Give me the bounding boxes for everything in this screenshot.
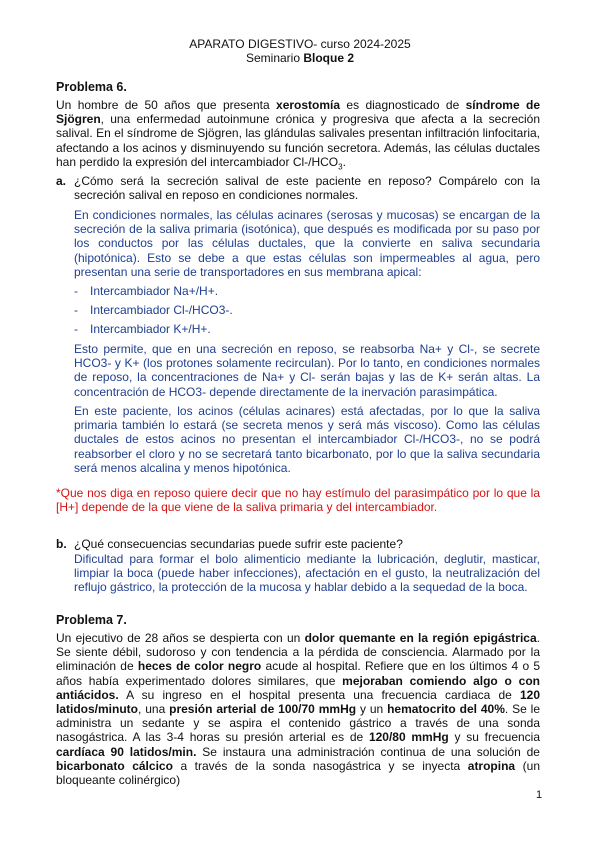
seminar-label: Seminario <box>245 51 304 65</box>
problem-6-intro: Un hombre de 50 años que presenta xerostomía es diagnosticado de síndrome de Sjögren, una enfermedad autoinmune crónica y progresiva que afecta a la secreción salival. En el síndrome de Sjögren, las glándulas salivales presentan infiltración linfocitaria, afectando a los acinos y disminuyendo su función secretora. Además, las células ductales han perdido la expresión del intercambiador $Cl-/HCO_3$. <box>56 98 540 172</box>
answer-a-paragraph-1: En condiciones normales, las células acinares (serosas y mucosas) se encargan de la secreción de la saliva primaria (isotónica), que después es modificada por su paso por los conductos por las células ductales, que la convierte en saliva secundaria (hipotónica). Esto se debe a que estas células son impermeables al agua, pero presentan una serie de transportadores en sus membrana apical: <box>74 208 540 279</box>
seminar-header <box>0 51 600 65</box>
question-a-text: ¿Cómo será la secreción salival de este paciente en reposo? Compárelo con la secreción salival en reposo en condiciones normales. <box>74 174 540 203</box>
question-b-text: ¿Qué consecuencias secundarias puede sufrir este paciente? <box>74 537 403 551</box>
answer-a-paragraph-3: En este paciente, los acinos (células acinares) está afectadas, por lo que la saliva primaria también lo estará (se secreta menos y será más viscoso). Como las células ductales de estos acinos no presentan el intercambiador Cl-/HCO3-, no se podrá reabsorber el cloro y no se secretará tanto bicarbonato, por lo que la saliva secundaria será menos alcalina y menos hipotónica. <box>74 404 540 475</box>
list-item: - Intercambiador K+/H+. <box>74 322 211 336</box>
list-item: - Intercambiador Na+/H+. <box>74 284 219 298</box>
question-a-marker: a. <box>56 174 67 188</box>
question-b-marker: b. <box>56 537 67 551</box>
problem-7-title: Problema 7. <box>56 613 127 627</box>
list-item: - Intercambiador Cl-/HCO3-. <box>74 303 233 317</box>
course-header <box>0 37 600 51</box>
problem-7-statement: Un ejecutivo de 28 años se despierta con un dolor quemante en la región epigástrica. Se siente débil, sudoroso y con tendencia a la pérdida de consciencia. Alarmado por la eliminación de heces de color negro acude al hospital. Refiere que en los últimos 4 o 5 años había experimentado dolores similares, que mejoraban comiendo algo o con antiácidos. A su ingreso en el hospital presenta una frecuencia cardiaca de 120 latidos/minuto, una presión arterial de 100/70 mmHg y un hematocrito del 40%. Se le administra un sedante y se aspira el contenido gástrico a través de una sonda nasogástrica. A las 3-4 horas su presión arterial es de 120/80 mmHg y su frecuencia cardíaca 90 latidos/min. Se instaura una administración continua de una solución de bicarbonato cálcico a través de la sonda nasogástrica y se inyecta atropina (un bloqueante colinérgico) <box>56 631 541 788</box>
problem-6-title: Problema 6. <box>56 80 127 94</box>
clarification-note: *Que nos diga en reposo quiere decir que no hay estímulo del parasimpático por lo que la [H+] depende de la que viene de la saliva primaria y del intercambiador. <box>56 486 540 515</box>
question-a <box>56 174 540 203</box>
page-number: 1 <box>536 789 543 801</box>
seminar-block: Bloque 2 <box>303 51 355 65</box>
course-title: APARATO DIGESTIVO- curso 2024-2025 <box>189 37 411 51</box>
answer-b: Dificultad para formar el bolo alimenticio mediante la lubricación, deglutir, masticar, limpiar la boca (puede haber infecciones), afectación en el gusto, la neutralización del reflujo gástrico, la protección de la mucosa y hablar debido a la sequedad de la boca. <box>74 552 540 595</box>
question-b <box>56 537 540 551</box>
answer-a-paragraph-2: Esto permite, que en una secreción en reposo, se reabsorba Na+ y Cl-, se secrete HCO3- y K+ (los protones solamente recirculan). Por lo tanto, en condiciones normales de reposo, la concentraciones de Na+ y Cl- serán bajas y las de K+ serán altas. La concentración de HCO3- depende directamente de la inervación parasimpática. <box>74 342 540 399</box>
